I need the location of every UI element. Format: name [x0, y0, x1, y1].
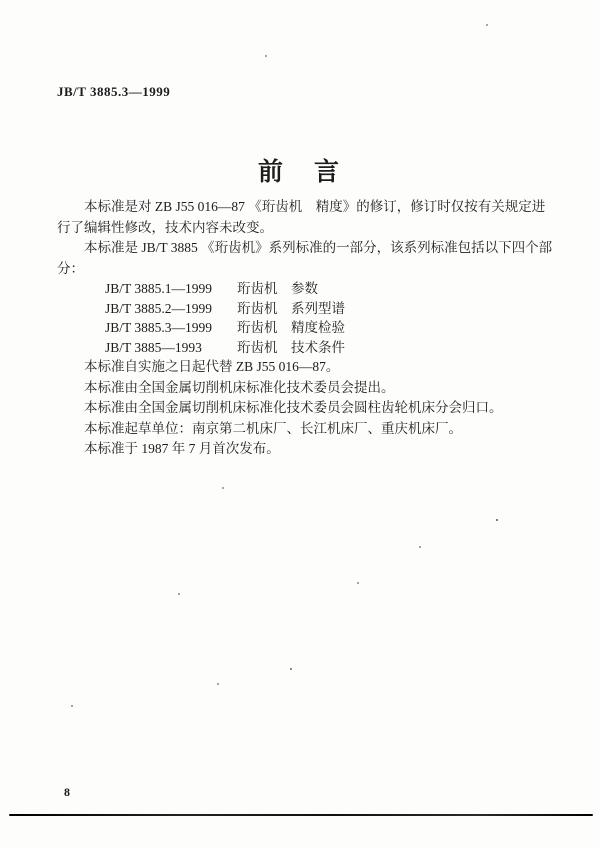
- series-item: [105, 338, 557, 358]
- scan-speck: [217, 683, 219, 685]
- series-item: [105, 299, 557, 319]
- series-list: [105, 279, 557, 357]
- series-item-title: 珩齿机 精度检验: [237, 320, 345, 335]
- series-item-title: 珩齿机 技术条件: [237, 339, 345, 355]
- scan-speck: [71, 705, 73, 707]
- scan-speck: [357, 582, 359, 584]
- paragraph-revision-note: 本标准是对 ZB J55 016—87 《珩齿机 精度》的修订，修订时仅按有关规定进行了编辑性修改，技术内容未改变。: [57, 199, 546, 235]
- bottom-rule: [9, 814, 593, 816]
- scan-speck: [486, 24, 488, 26]
- paragraph-drafting-units: 本标准起草单位：南京第二机床厂、长江机床厂、重庆机床厂。: [84, 420, 462, 436]
- scan-speck: [178, 593, 180, 595]
- series-item-code: JB/T 3885.2—1999: [105, 300, 213, 316]
- scan-speck: [222, 487, 224, 489]
- series-item-code: JB/T 3885.3—1999: [105, 320, 213, 335]
- series-item-code: JB/T 3885.1—1999: [105, 281, 213, 296]
- series-item-title: 珩齿机 参数: [237, 281, 318, 296]
- paragraph-managed-by: 本标准由全国金属切削机床标准化技术委员会圆柱齿轮机床分会归口。: [84, 400, 503, 415]
- paragraph-replacement: 本标准自实施之日起代替 ZB J55 016—87。: [84, 359, 340, 374]
- scan-speck: [290, 668, 292, 670]
- scan-speck: [496, 519, 498, 521]
- page-number: 8: [64, 785, 70, 799]
- scan-speck: [419, 546, 421, 548]
- foreword-body: [57, 197, 557, 460]
- standard-code-header: JB/T 3885.3—1999: [57, 84, 171, 99]
- series-item-code: JB/T 3885—1993: [105, 339, 202, 355]
- series-item: [105, 318, 557, 338]
- series-item: [105, 279, 557, 299]
- page-title: 前 言: [257, 159, 342, 186]
- series-item-title: 珩齿机 系列型谱: [237, 300, 345, 316]
- paragraph-proposed-by: 本标准由全国金属切削机床标准化技术委员会提出。: [84, 379, 395, 395]
- scan-speck: [265, 55, 267, 57]
- paragraph-series-intro: 本标准是 JB/T 3885 《珩齿机》系列标准的一部分，该系列标准包括以下四个部分：: [57, 240, 553, 276]
- paragraph-first-issue: 本标准于 1987 年 7 月首次发布。: [84, 441, 280, 456]
